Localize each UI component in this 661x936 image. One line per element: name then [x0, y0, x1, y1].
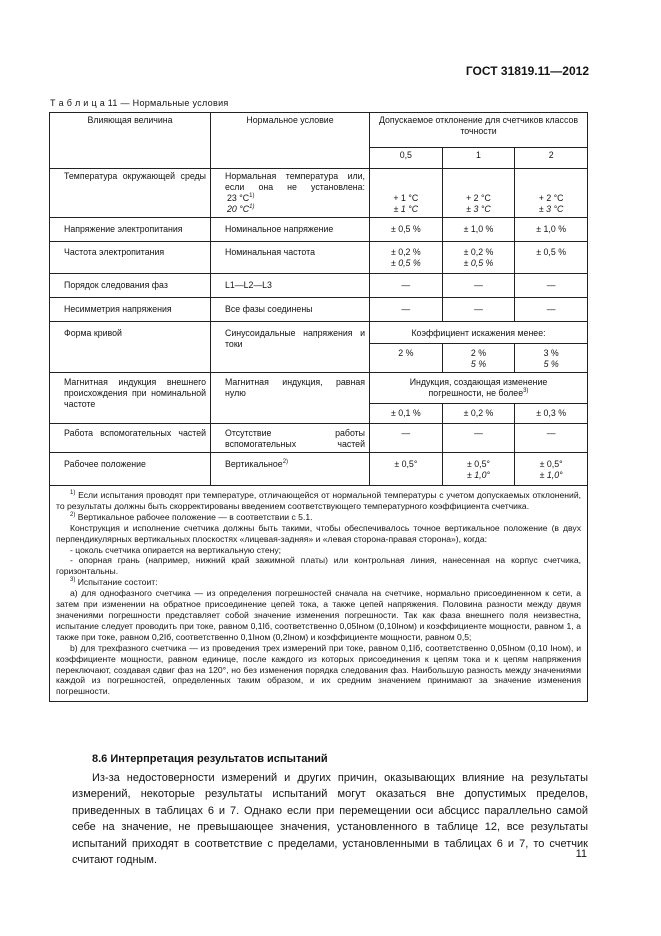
aux-v3: — — [515, 424, 588, 453]
asym-v2: — — [442, 298, 515, 322]
freq-v3: ± 0,5 % — [515, 242, 588, 274]
note-2c: - цоколь счетчика опирается на вертикальную стену; — [70, 544, 282, 555]
phase-v3: — — [515, 274, 588, 298]
row-aux-name: Работа вспомогательных частей — [50, 424, 211, 453]
voltage-v1: ± 0,5 % — [370, 218, 443, 242]
temp-v2a: + 2 °С — [466, 193, 491, 203]
freq-v1a: ± 0,2 % — [390, 247, 421, 257]
magnetic-v2: ± 0,2 % — [442, 404, 515, 424]
table-row — [50, 373, 588, 404]
position-v2b: ± 1,0° — [466, 470, 490, 480]
asym-v3: — — [515, 298, 588, 322]
row-aux-cond: Отсутствие работы вспомогательных частей — [211, 424, 370, 453]
phase-v2: — — [442, 274, 515, 298]
table-caption: Т а б л и ц а 11 — Нормальные условия — [50, 98, 229, 108]
table-row — [50, 169, 588, 218]
table-notes — [50, 486, 588, 702]
note-3-marker: 3) — [70, 577, 76, 584]
wave-v1: 2 % — [370, 344, 443, 373]
temp-v1a: + 1 °С — [393, 193, 419, 203]
header-influence: Влияющая величина — [50, 113, 211, 169]
table-row — [50, 298, 588, 322]
row-freq-name: Частота электропитания — [50, 242, 211, 274]
row-temp-cond-23: 23 °С — [227, 193, 250, 203]
wave-v3b: 5 % — [543, 359, 559, 369]
position-v1: ± 0,5° — [370, 453, 443, 486]
temp-v3b: ± 3 °С — [538, 204, 564, 214]
header-tolerance: Допускаемое отклонение для счетчиков классов точности — [370, 113, 588, 148]
temp-v1b: ± 1 °С — [393, 204, 419, 214]
note-3b: b) для трехфазного счетчика — из проведения трех измерений при токе, равном 0,1Iб, соответственно 0,05Iном (0,10 Iном), и коэффициенте мощности, равном единице, после каждого из которых присоединения к цепям тока и к цепям напряжения переключают, создавая сдвиг фаз на 120°, но без изменения порядка следования фаз. Наибольшую разность между значениями каждой из погрешностей, определенных таким образом, и их средним значением принимают за значение изменения погрешности. — [56, 642, 581, 697]
header-condition: Нормальное условие — [211, 113, 370, 169]
section-title: 8.6 Интерпретация результатов испытаний — [92, 753, 328, 765]
wave-v2b: 5 % — [470, 359, 487, 369]
row-temp-cond: Нормальная температура или, если она не установлена: — [225, 171, 365, 192]
footnote-ref: 1) — [249, 193, 255, 200]
magnetic-v1: ± 0,1 % — [370, 404, 443, 424]
voltage-v3: ± 1,0 % — [515, 218, 588, 242]
table-row — [50, 218, 588, 242]
row-freq-cond: Номинальная частота — [211, 242, 370, 274]
section-body — [72, 770, 588, 868]
position-v3a: ± 0,5° — [539, 459, 563, 469]
note-1: Если испытания проводят при температуре, отличающейся от нормальной температуры с учетом допускаемых отклонений, то результаты должны быть скорректированы введением соответствующего температурного коэффициента счетчика. — [56, 490, 582, 511]
note-2-marker: 2) — [70, 511, 76, 518]
table-row — [50, 322, 588, 344]
temp-v3a: + 2 °С — [538, 193, 564, 203]
row-wave-cond: Синусоидальные напряжения и токи — [211, 322, 370, 373]
row-asym-cond: Все фазы соединены — [211, 298, 370, 322]
wave-v3a: 3 % — [543, 348, 559, 358]
aux-v1: — — [370, 424, 443, 453]
section-paragraph: Из-за недостоверности измерений и других причин, оказывающих влияние на результаты измерений, некоторые результаты испытаний могут оказаться вне допустимых пределов, приведенных в таблицах 6 и 7. Однако если при перемещении оси абсцисс параллельно самой себе на значение, не превышающее значения, установленного в таблице 12, все результаты испытаний приходят в соответствие с пределами, установленными в таблицах 6 и 7, то счетчик считают годным. — [72, 772, 588, 867]
page-number: 11 — [575, 848, 587, 860]
note-3: Испытание состоит: — [77, 577, 158, 588]
asym-v1: — — [370, 298, 443, 322]
table-row — [50, 424, 588, 453]
row-voltage-name: Напряжение электропитания — [50, 218, 211, 242]
freq-v2b: ± 0,5 % — [463, 258, 494, 268]
note-2d: - опорная грань (например, нижний край зажимной платы) или контрольная линия, нанесенная на корпус счетчика, горизонтальны. — [56, 555, 581, 577]
footnote-ref: 1) — [249, 204, 255, 211]
table-row — [50, 274, 588, 298]
aux-v2: — — [442, 424, 515, 453]
row-magnetic-name: Магнитная индукция внешнего происхождения при номинальной частоте — [50, 373, 211, 424]
magnetic-merged: Индукция, создающая изменение погрешности, не более — [409, 377, 548, 398]
magnetic-v3: ± 0,3 % — [515, 404, 588, 424]
row-temp-cond-20: 20 °С — [227, 204, 250, 214]
row-voltage-cond: Номинальное напряжение — [211, 218, 370, 242]
temp-v2b: ± 3 °С — [466, 204, 491, 214]
row-phase-cond: L1—L2—L3 — [211, 274, 370, 298]
class-0-5: 0,5 — [370, 148, 443, 169]
position-v2a: ± 0,5° — [466, 459, 490, 469]
table-row — [50, 453, 588, 486]
table-row — [50, 242, 588, 274]
class-2: 2 — [515, 148, 588, 169]
voltage-v2: ± 1,0 % — [442, 218, 515, 242]
row-magnetic-cond: Магнитная индукция, равная нулю — [211, 373, 370, 424]
footnote-ref: 2) — [282, 459, 289, 466]
position-v3b: ± 1,0° — [539, 470, 563, 480]
wave-merged: Коэффициент искажения менее: — [370, 322, 588, 344]
row-position-name: Рабочее положение — [50, 453, 211, 486]
note-1-marker: 1) — [70, 490, 76, 497]
row-asym-name: Несимметрия напряжения — [50, 298, 211, 322]
note-2: Вертикальное рабочее положение — в соответствии с 5.1. — [77, 511, 313, 522]
row-wave-name: Форма кривой — [50, 322, 211, 373]
normal-conditions-table — [49, 112, 588, 702]
row-temp-name: Температура окружающей среды — [50, 169, 211, 218]
note-3a: а) для однофазного счетчика — из определения погрешностей сначала на счетчике, нормально присоединенном к сети, а затем при изменении на обратное присоединение цепей тока, а также цепей напряжения. Половина разности между двумя значениями погрешности представляет собой значение изменения погрешности. Так как фаза внешнего поля неизвестна, испытание следует проводить при токе, равном 0,1Iб, соответственно 0,05Iном (0,10Iном) и коэффициенте мощности, равном 1, а также при токе, равном 0,2Iб, соответственно 0,1Iном (0,2Iном) и коэффициенте мощности, равном 0,5; — [56, 588, 581, 642]
class-1: 1 — [442, 148, 515, 169]
standard-number: ГОСТ 31819.11—2012 — [465, 64, 589, 78]
wave-v2a: 2 % — [470, 348, 487, 358]
phase-v1: — — [370, 274, 443, 298]
note-2b: Конструкция и исполнение счетчика должны быть такими, чтобы обеспечивалось точное вертикальное положение (в двух перпендикулярных вертикальных плоскостях «лицевая-задняя» и «левая сторона-правая сторона»), когда: — [56, 522, 581, 544]
row-phase-name: Порядок следования фаз — [50, 274, 211, 298]
footnote-ref: 3) — [523, 388, 529, 395]
freq-v2a: ± 0,2 % — [463, 247, 494, 257]
row-position-cond: Вертикальное — [225, 459, 283, 469]
freq-v1b: ± 0,5 % — [390, 258, 421, 268]
